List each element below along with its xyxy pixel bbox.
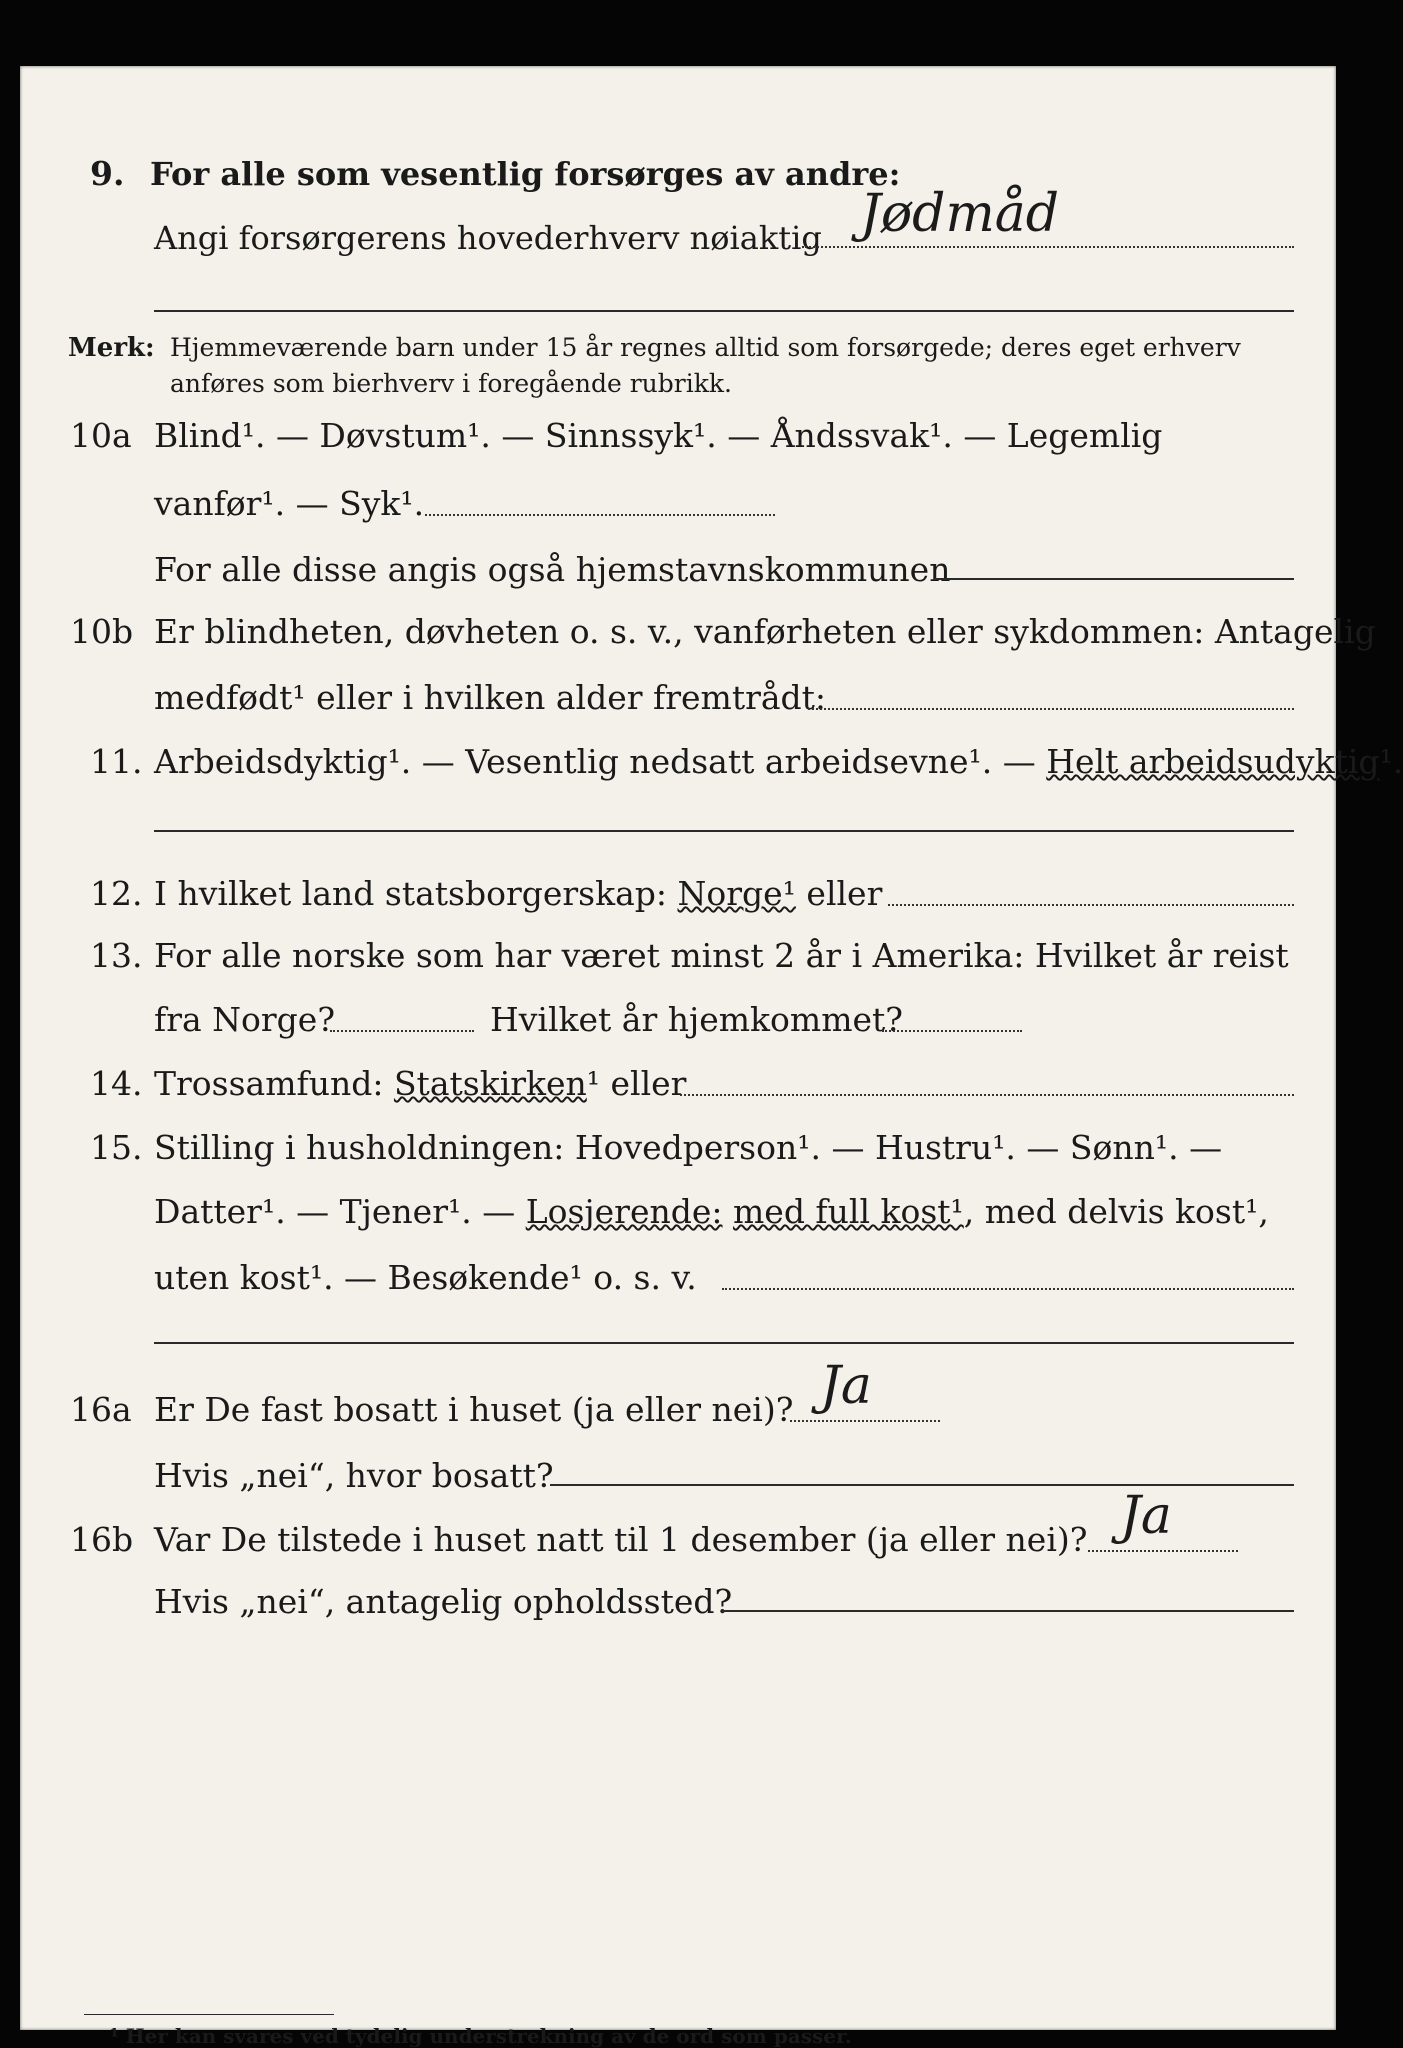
q10b-line2: medfødt¹ eller i hvilken alder fremtrådt:	[154, 678, 827, 717]
q14-number: 14.	[90, 1064, 143, 1103]
q9-answer-line	[802, 246, 1294, 248]
q15-underlined1: Losjerende:	[525, 1192, 723, 1231]
q9-line1: For alle som vesentlig forsørges av andre:	[150, 155, 901, 193]
q11-rule	[154, 830, 1294, 832]
q9-line2: Angi forsørgerens hovederhverv nøiaktig	[154, 219, 822, 257]
q14-underlined: Statskirken	[393, 1064, 587, 1103]
q10b-answer-line	[808, 708, 1294, 710]
q12-underlined: Norge¹	[677, 874, 796, 913]
q15-rule	[154, 1342, 1294, 1344]
q15-underlined2: med full kost¹	[733, 1192, 964, 1231]
q11-number: 11.	[90, 742, 143, 781]
q16b-number: 16b	[70, 1520, 134, 1559]
q10a-line3: For alle disse angis også hjemstavnskommunen	[154, 550, 951, 589]
q13-line2b: Hvilket år hjemkommet?	[490, 1000, 903, 1039]
q11-suffix: ¹.	[1379, 742, 1403, 781]
q12-suffix: eller	[795, 874, 883, 913]
merk-line2: anføres som bierhverv i foregående rubrikk.	[170, 369, 732, 398]
q12-line	[154, 874, 882, 914]
q14-text: Trossamfund:	[154, 1064, 394, 1103]
q12-text: I hvilket land statsborgerskap:	[154, 874, 678, 913]
q16a-line1: Er De fast bosatt i huset (ja eller nei)?	[154, 1390, 794, 1429]
q11-line	[154, 742, 1403, 782]
q12-answer-line	[888, 904, 1294, 906]
q10a-answer-line	[934, 578, 1294, 580]
q15-line3: uten kost¹. — Besøkende¹ o. s. v.	[154, 1258, 697, 1297]
q15-line1: Stilling i husholdningen: Hovedperson¹. — Hustru¹. — Sønn¹. —	[154, 1128, 1223, 1167]
q16b-handwritten-answer: Ja	[1120, 1486, 1172, 1546]
q10a-line2: vanfør¹. — Syk¹.	[154, 484, 425, 523]
q16b-opholdssted-line	[722, 1610, 1294, 1612]
footnote: ¹ Her kan svares ved tydelig understrekning av de ord som passer.	[110, 2024, 852, 2048]
q16a-bosatt-line	[550, 1484, 1294, 1486]
q13-reist-line	[330, 1030, 474, 1032]
q15-line2	[154, 1192, 1269, 1232]
q10a-number: 10a	[70, 416, 132, 455]
footnote-rule	[84, 2014, 334, 2015]
q16b-line1: Var De tilstede i huset natt til 1 desember (ja eller nei)?	[154, 1520, 1088, 1559]
q13-number: 13.	[90, 936, 143, 975]
q16a-handwritten-answer: Ja	[820, 1356, 872, 1416]
q15-number: 15.	[90, 1128, 143, 1167]
q15-line2b: , med delvis kost¹,	[963, 1192, 1269, 1231]
q14-suffix: ¹ eller	[586, 1064, 687, 1103]
q11-text: Arbeidsdyktig¹. — Vesentlig nedsatt arbeidsevne¹. —	[154, 742, 1047, 781]
q10a-syk-line	[425, 514, 775, 516]
q9-number: 9.	[90, 154, 125, 193]
census-form-page	[20, 66, 1403, 2048]
merk-line1: Hjemmeværende barn under 15 år regnes alltid som forsørgede; deres eget erhverv	[170, 333, 1241, 362]
q16a-number: 16a	[70, 1390, 132, 1429]
q15-line2a: Datter¹. — Tjener¹. —	[154, 1192, 526, 1231]
q16a-answer-line	[790, 1420, 940, 1422]
q10b-line1: Er blindheten, døvheten o. s. v., vanførheten eller sykdommen: Antagelig	[154, 612, 1376, 651]
q9-handwritten-answer: Jødmåd	[860, 184, 1060, 244]
q16a-line2: Hvis „nei“, hvor bosatt?	[154, 1456, 554, 1495]
q14-answer-line	[680, 1094, 1294, 1096]
q9-rule	[154, 310, 1294, 312]
q12-number: 12.	[90, 874, 143, 913]
q13-line2a: fra Norge?	[154, 1000, 336, 1039]
merk-label: Merk:	[68, 333, 155, 363]
q10a-line1: Blind¹. — Døvstum¹. — Sinnssyk¹. — Åndssvak¹. — Legemlig	[154, 416, 1163, 455]
q11-underlined: Helt arbeidsudyktig	[1046, 742, 1380, 781]
q14-line	[154, 1064, 686, 1104]
q15-answer-line	[722, 1288, 1294, 1290]
q16b-answer-line	[1088, 1550, 1238, 1552]
q16b-line2: Hvis „nei“, antagelig opholdssted?	[154, 1582, 733, 1621]
q13-hjemkommet-line	[882, 1030, 1022, 1032]
q10b-number: 10b	[70, 612, 134, 651]
q13-line1: For alle norske som har været minst 2 år i Amerika: Hvilket år reist	[154, 936, 1289, 975]
